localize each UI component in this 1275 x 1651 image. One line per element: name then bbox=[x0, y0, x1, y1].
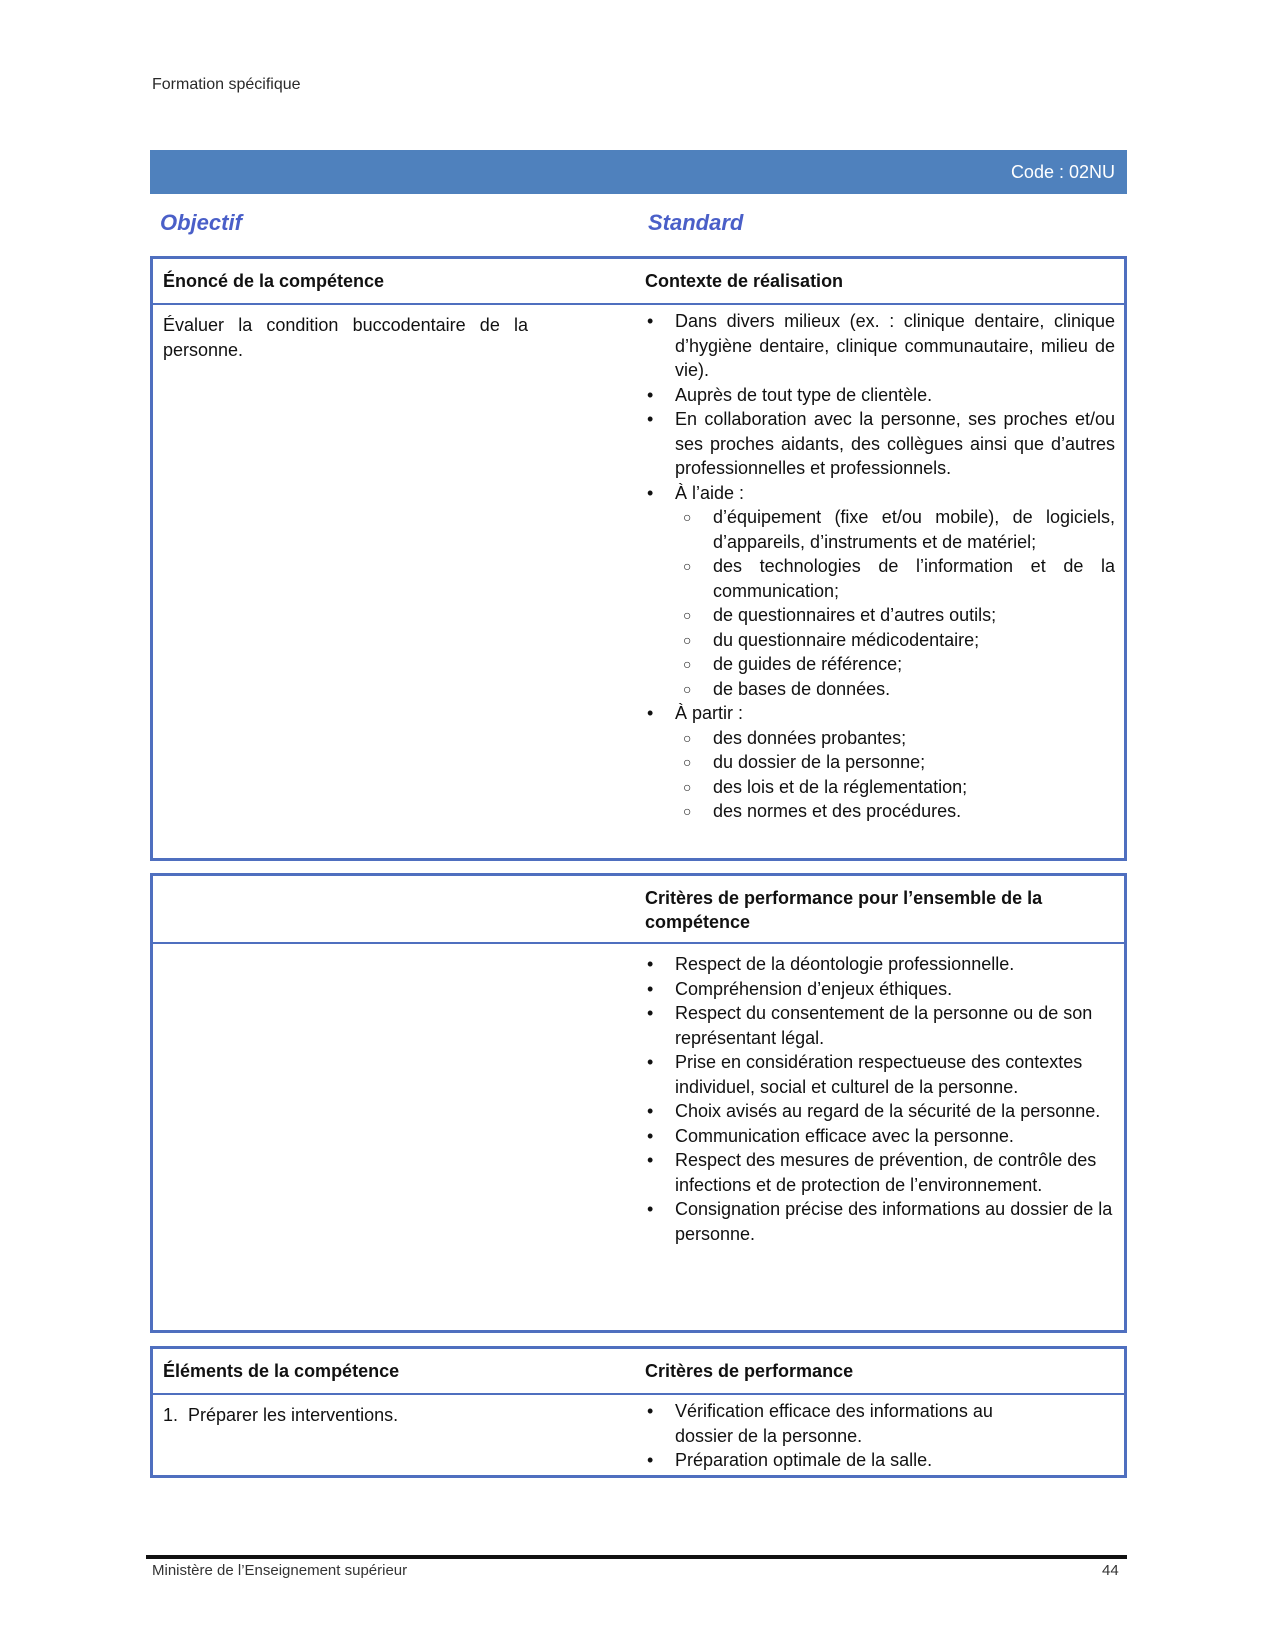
sub-bullet-item: ○ des technologies de l’information et de la communication; bbox=[645, 554, 1115, 603]
sub-bullet-item: ○ de questionnaires et d’autres outils; bbox=[645, 603, 1115, 628]
bullet-item: • Respect de la déontologie professionnelle. bbox=[645, 952, 1115, 977]
bullet-item: • Dans divers milieux (ex. : clinique dentaire, clinique d’hygiène dentaire, clinique communautaire, milieu de vie). bbox=[645, 309, 1115, 383]
competence-statement-table bbox=[150, 256, 1127, 861]
standard-heading: Standard bbox=[648, 210, 744, 235]
sub-bullet-item: ○ des lois et de la réglementation; bbox=[645, 775, 1115, 800]
code-bar bbox=[150, 150, 1127, 194]
enonce-header: Énoncé de la compétence bbox=[163, 271, 385, 291]
table-header-row bbox=[153, 1349, 1124, 1395]
footer-rule bbox=[146, 1555, 1127, 1559]
bullet-item: • Auprès de tout type de clientèle. bbox=[645, 383, 1115, 408]
global-criteria-list bbox=[645, 952, 1115, 1246]
contexte-header: Contexte de réalisation bbox=[645, 271, 844, 291]
table-header-row bbox=[153, 259, 1124, 305]
bullet-item: • À partir : bbox=[645, 701, 1115, 726]
running-head: Formation spécifique bbox=[152, 76, 301, 93]
competence-statement: Évaluer la condition buccodentaire de la personne. bbox=[163, 315, 528, 360]
element-item: 1. Préparer les interventions. bbox=[163, 1405, 399, 1425]
bullet-item: • Préparation optimale de la salle. bbox=[645, 1448, 1045, 1473]
bullet-item: • Compréhension d’enjeux éthiques. bbox=[645, 977, 1115, 1002]
contexte-list bbox=[645, 309, 1115, 824]
sub-bullet-item: ○ du dossier de la personne; bbox=[645, 750, 1115, 775]
global-criteria-header: Critères de performance pour l’ensemble de la compétence bbox=[645, 888, 1043, 932]
global-criteria-table bbox=[150, 873, 1127, 1333]
sub-bullet-item: ○ des normes et des procédures. bbox=[645, 799, 1115, 824]
page-number: 44 bbox=[1102, 1562, 1119, 1579]
bullet-item: • Choix avisés au regard de la sécurité de la personne. bbox=[645, 1099, 1115, 1124]
element-criteria-list bbox=[645, 1399, 1045, 1473]
sub-bullet-item: ○ de bases de données. bbox=[645, 677, 1115, 702]
footer-ministry: Ministère de l’Enseignement supérieur bbox=[152, 1562, 408, 1579]
sub-bullet-item: ○ de guides de référence; bbox=[645, 652, 1115, 677]
sub-bullet-item: ○ d’équipement (fixe et/ou mobile), de logiciels, d’appareils, d’instruments et de matériel; bbox=[645, 505, 1115, 554]
bullet-item: • Prise en considération respectueuse des contextes individuel, social et culturel de la personne. bbox=[645, 1050, 1115, 1099]
elements-table bbox=[150, 1346, 1127, 1478]
criteria-header: Critères de performance bbox=[645, 1361, 854, 1381]
code-label: Code : 02NU bbox=[1010, 162, 1115, 182]
bullet-item: • À l’aide : bbox=[645, 481, 1115, 506]
bullet-item: • Communication efficace avec la personne. bbox=[645, 1124, 1115, 1149]
bullet-item: • Vérification efficace des informations au dossier de la personne. bbox=[645, 1399, 1045, 1448]
bullet-item: • Respect du consentement de la personne ou de son représentant légal. bbox=[645, 1001, 1115, 1050]
bullet-item: • Respect des mesures de prévention, de contrôle des infections et de protection de l’environnement. bbox=[645, 1148, 1115, 1197]
bullet-item: • Consignation précise des informations au dossier de la personne. bbox=[645, 1197, 1115, 1246]
table-header-row bbox=[153, 876, 1124, 944]
bullet-item: • En collaboration avec la personne, ses proches et/ou ses proches aidants, des collègues ainsi que d’autres professionnelles et professionnels. bbox=[645, 407, 1115, 481]
sub-bullet-item: ○ du questionnaire médicodentaire; bbox=[645, 628, 1115, 653]
objectif-heading: Objectif bbox=[160, 210, 242, 235]
sub-bullet-item: ○ des données probantes; bbox=[645, 726, 1115, 751]
elements-header: Éléments de la compétence bbox=[163, 1361, 400, 1381]
